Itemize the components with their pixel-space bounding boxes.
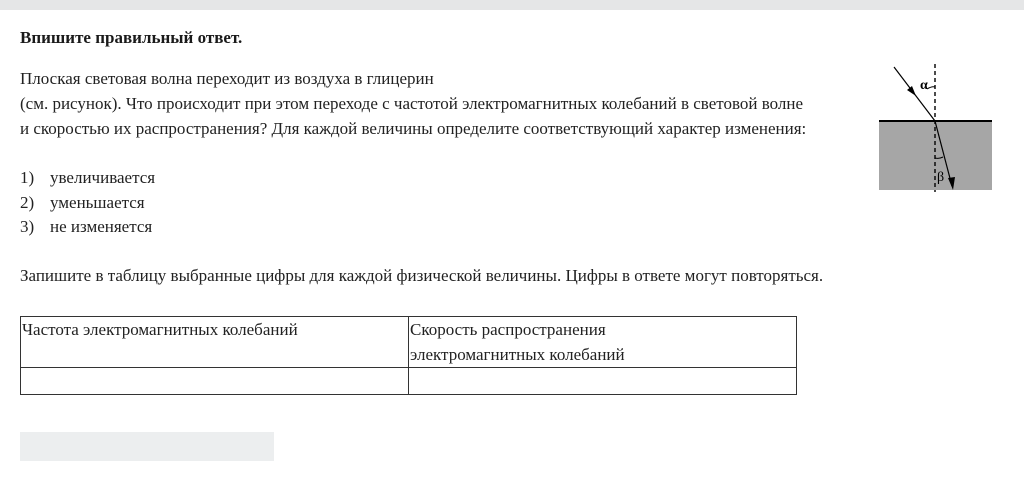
answer-table-header-row xyxy=(21,317,797,368)
speed-header xyxy=(409,317,797,368)
top-bar xyxy=(0,0,1024,10)
option-text: уменьшается xyxy=(50,192,145,212)
answer-table-input-row xyxy=(21,368,797,395)
option-text: не изменяется xyxy=(50,217,153,236)
speed-answer-cell[interactable] xyxy=(409,368,797,395)
frequency-answer-input[interactable] xyxy=(21,369,408,394)
question-line: (см. рисунок). Что происходит при этом переходе с частотой электромагнитных колебаний в световой волне xyxy=(20,94,804,113)
option-number: 1) xyxy=(20,168,35,187)
options-list xyxy=(20,166,155,240)
speed-answer-input[interactable] xyxy=(409,369,796,394)
alpha-label: α xyxy=(920,78,928,93)
frequency-answer-cell[interactable] xyxy=(21,368,409,395)
answer-submit-button[interactable] xyxy=(20,432,274,461)
option-item xyxy=(20,191,155,216)
instruction-text: Запишите в таблицу выбранные цифры для каждой физической величины. Цифры в ответе могут повторяться. xyxy=(20,266,824,285)
frequency-header: Частота электромагнитных колебаний xyxy=(21,317,409,368)
option-number: 2) xyxy=(20,192,35,212)
question-line: Плоская световая волна переходит из воздуха в глицерин xyxy=(20,69,434,88)
option-text: увеличивается xyxy=(50,168,156,187)
alpha-arc xyxy=(927,87,935,89)
refraction-diagram xyxy=(870,58,1000,198)
speed-header-line: электромагнитных колебаний xyxy=(410,345,625,364)
speed-header-line: Скорость распространения xyxy=(410,320,606,339)
question-line: и скоростью их распространения? Для каждой величины определите соответствующий характер изменения: xyxy=(20,119,807,138)
beta-label: β xyxy=(937,170,945,185)
option-item xyxy=(20,215,155,240)
answer-table xyxy=(20,316,797,395)
question-text xyxy=(20,66,870,141)
option-item xyxy=(20,166,155,191)
task-heading: Впишите правильный ответ. xyxy=(20,28,243,47)
option-number: 3) xyxy=(20,217,35,236)
incident-arrow-icon xyxy=(907,86,916,96)
